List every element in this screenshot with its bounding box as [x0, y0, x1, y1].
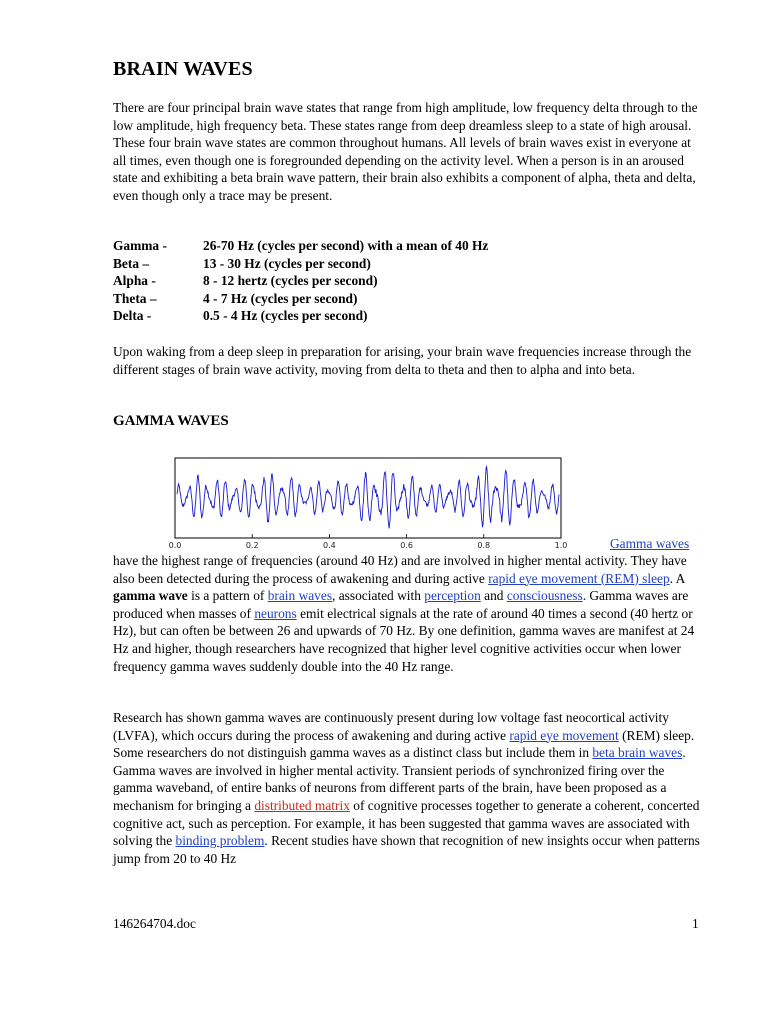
- frequency-range: 26-70 Hz (cycles per second) with a mean of 40 Hz: [203, 238, 489, 253]
- bold-term: gamma wave: [113, 588, 188, 604]
- frequency-row-delta: [113, 307, 488, 325]
- distributed-matrix-link[interactable]: distributed matrix: [254, 797, 350, 813]
- beta-brain-waves-link[interactable]: beta brain waves: [592, 745, 683, 761]
- x-tick-label: 1.0: [554, 541, 568, 550]
- brain-waves-link[interactable]: brain waves: [267, 588, 333, 604]
- perception-link[interactable]: perception: [424, 588, 481, 604]
- x-tick-label: 0.4: [323, 541, 336, 550]
- x-tick-label: 0.6: [400, 541, 413, 550]
- gamma-paragraph: [113, 552, 705, 675]
- neurons-link[interactable]: neurons: [254, 605, 297, 621]
- footer-page-number: 1: [692, 916, 699, 931]
- text-span: emit electrical signals at the rate of around 40 times a second (40 hertz or Hz), but can often be between 26 and upwards of 70 Hz. By one definition, gamma waves are manifest at 24 Hz and higher, though researchers have recognized that higher level cognitive activities occur when lower frequency gamma waves suddenly double into the 40 Hz range.: [113, 605, 695, 674]
- frequency-range: 13 - 30 Hz (cycles per second): [203, 255, 371, 271]
- text-span: . A: [669, 570, 685, 586]
- text-span: (REM) sleep. Some researchers do not distinguish gamma waves as a distinct class but include them in: [113, 727, 695, 761]
- text-span: Research has shown gamma waves are continuously present during low voltage fast neocortical activity (LVFA), which occurs during the process of awakening and during active: [113, 710, 669, 743]
- waking-paragraph: Upon waking from a deep sleep in preparation for arising, your brain wave frequencies increase through the different stages of brain wave activity, moving from delta to theta and then to alpha and into beta.: [113, 344, 692, 377]
- text-span: , associated with: [332, 588, 425, 604]
- text-span: have the highest range of frequencies (around 40 Hz) and are involved in higher mental activity. They have also been detected during the process of awakening and during active: [113, 553, 687, 586]
- frequency-name: Delta -: [113, 308, 152, 324]
- x-tick-label: 0.2: [245, 541, 259, 550]
- footer-filename: 146264704.doc: [113, 916, 196, 931]
- frequency-name: Gamma -: [113, 238, 167, 253]
- text-span: is a pattern of: [187, 588, 268, 604]
- frequency-row-alpha: [113, 272, 488, 290]
- intro-paragraph: There are four principal brain wave states that range from high amplitude, low frequency delta through to the low amplitude, high frequency beta. These states range from deep dreamless sleep to a state of high arousal. These four brain wave states are common throughout humans. All levels of brain waves exist in everyone at all times, even though one is foregrounded depending on the activity level. When a person is in an aroused state and exhibiting a beta brain wave pattern, their brain also exhibits a component of alpha, theta and delta, even though only a trace may be present.: [113, 100, 698, 203]
- text-span: . Gamma waves are produced when masses of: [113, 588, 689, 621]
- text-span: . Gamma waves are involved in higher mental activity. Transient periods of synchronized firing over the gamma waveband, of entire banks of neurons from different parts of the brain, have been proposed as a mechanism for bringing a: [113, 745, 686, 813]
- text-span: . Recent studies have shown that recognition of new insights occur when patterns jump from 20 to 40 Hz: [113, 833, 700, 866]
- binding-problem-link[interactable]: binding problem: [175, 833, 265, 849]
- gamma-wave-figure: [160, 452, 580, 552]
- consciousness-link[interactable]: consciousness: [506, 588, 583, 604]
- frequency-name: Alpha -: [113, 273, 156, 289]
- frequency-row-beta: [113, 255, 488, 273]
- frequency-row-gamma: [113, 237, 488, 255]
- frequency-name: Theta –: [113, 290, 157, 306]
- x-tick-label: 0.0: [168, 541, 182, 550]
- text-span: of cognitive processes together to generate a coherent, concerted cognitive act, such as perception. For example, it has been suggested that gamma waves are associated with solving the: [113, 797, 700, 849]
- frequency-list: [113, 237, 488, 325]
- gamma-heading: GAMMA WAVES: [113, 413, 229, 429]
- gamma-waves-link[interactable]: Gamma waves: [610, 536, 690, 551]
- frequency-range: 8 - 12 hertz (cycles per second): [203, 273, 378, 289]
- research-paragraph: [113, 709, 705, 867]
- frequency-range: 0.5 - 4 Hz (cycles per second): [203, 308, 368, 324]
- text-span: and: [480, 588, 507, 604]
- frequency-row-theta: [113, 290, 488, 308]
- frequency-range: 4 - 7 Hz (cycles per second): [203, 290, 358, 306]
- frequency-name: Beta –: [113, 255, 150, 271]
- rapid-eye-movement-link[interactable]: rapid eye movement: [509, 727, 619, 743]
- rem-sleep-link[interactable]: rapid eye movement (REM) sleep: [488, 570, 670, 586]
- x-tick-label: 0.8: [477, 541, 491, 550]
- page-title: BRAIN WAVES: [113, 58, 253, 80]
